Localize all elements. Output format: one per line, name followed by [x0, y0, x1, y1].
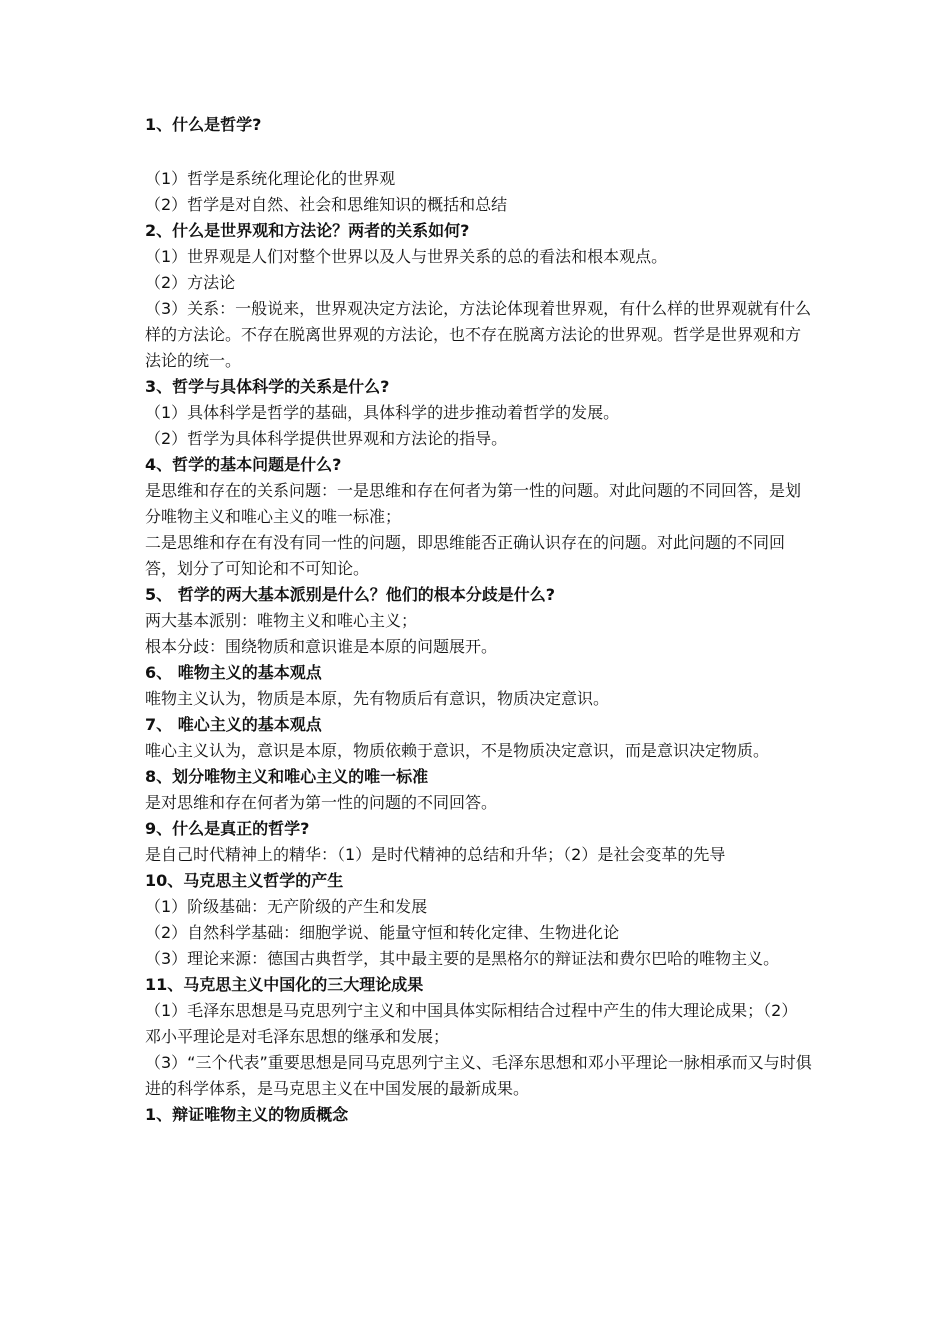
section-heading: 6、 唯物主义的基本观点	[145, 663, 322, 682]
paragraph: （2）方法论	[145, 273, 236, 292]
paragraph: （3）“三个代表”重要思想是同马克思列宁主义、毛泽东思想和邓小平理论一脉相承而又与时俱进的科学体系，是马克思主义在中国发展的最新成果。	[145, 1053, 812, 1098]
paragraph: （1）哲学是系统化理论化的世界观	[145, 169, 396, 188]
paragraph: 唯物主义认为，物质是本原，先有物质后有意识，物质决定意识。	[145, 689, 610, 708]
section-heading: 9、什么是真正的哲学?	[145, 819, 310, 838]
document-page	[145, 112, 813, 1128]
paragraph: （1）具体科学是哲学的基础，具体科学的进步推动着哲学的发展。	[145, 403, 620, 422]
paragraph: （3）关系：一般说来，世界观决定方法论，方法论体现着世界观，有什么样的世界观就有什么样的方法论。不存在脱离世界观的方法论，也不存在脱离方法论的世界观。哲学是世界观和方法论的统一。	[145, 299, 812, 370]
paragraph: （1）世界观是人们对整个世界以及人与世界关系的总的看法和根本观点。	[145, 247, 668, 266]
section-heading: 8、划分唯物主义和唯心主义的唯一标准	[145, 767, 429, 786]
section-heading: 2、什么是世界观和方法论？两者的关系如何?	[145, 221, 470, 240]
paragraph: 二是思维和存在有没有同一性的问题，即思维能否正确认识存在的问题。对此问题的不同回答，划分了可知论和不可知论。	[145, 533, 786, 578]
section-heading: 1、什么是哲学?	[145, 115, 262, 134]
paragraph: （2）哲学为具体科学提供世界观和方法论的指导。	[145, 429, 508, 448]
section-heading: 11、马克思主义中国化的三大理论成果	[145, 975, 424, 994]
paragraph: 两大基本派别：唯物主义和唯心主义；	[145, 611, 418, 630]
paragraph: 唯心主义认为，意识是本原，物质依赖于意识，不是物质决定意识，而是意识决定物质。	[145, 741, 770, 760]
section-heading: 5、 哲学的两大基本派别是什么？他们的根本分歧是什么?	[145, 585, 555, 604]
section-heading: 3、哲学与具体科学的关系是什么?	[145, 377, 390, 396]
blank-line	[145, 138, 813, 166]
paragraph: 是自己时代精神上的精华：（1）是时代精神的总结和升华；（2）是社会变革的先导	[145, 845, 726, 864]
paragraph: （2）自然科学基础：细胞学说、能量守恒和转化定律、生物进化论	[145, 923, 620, 942]
section-heading: 4、哲学的基本问题是什么?	[145, 455, 342, 474]
paragraph: （1）毛泽东思想是马克思列宁主义和中国具体实际相结合过程中产生的伟大理论成果；（2）邓小平理论是对毛泽东思想的继承和发展；	[145, 1001, 798, 1046]
paragraph: 根本分歧：围绕物质和意识谁是本原的问题展开。	[145, 637, 498, 656]
paragraph: 是思维和存在的关系问题：一是思维和存在何者为第一性的问题。对此问题的不同回答，是划分唯物主义和唯心主义的唯一标准；	[145, 481, 802, 526]
paragraph: 是对思维和存在何者为第一性的问题的不同回答。	[145, 793, 498, 812]
paragraph: （3）理论来源：德国古典哲学，其中最主要的是黑格尔的辩证法和费尔巴哈的唯物主义。	[145, 949, 780, 968]
paragraph: （2）哲学是对自然、社会和思维知识的概括和总结	[145, 195, 508, 214]
section-heading: 1、辩证唯物主义的物质概念	[145, 1105, 349, 1124]
paragraph: （1）阶级基础：无产阶级的产生和发展	[145, 897, 428, 916]
section-heading: 7、 唯心主义的基本观点	[145, 715, 322, 734]
section-heading: 10、马克思主义哲学的产生	[145, 871, 344, 890]
